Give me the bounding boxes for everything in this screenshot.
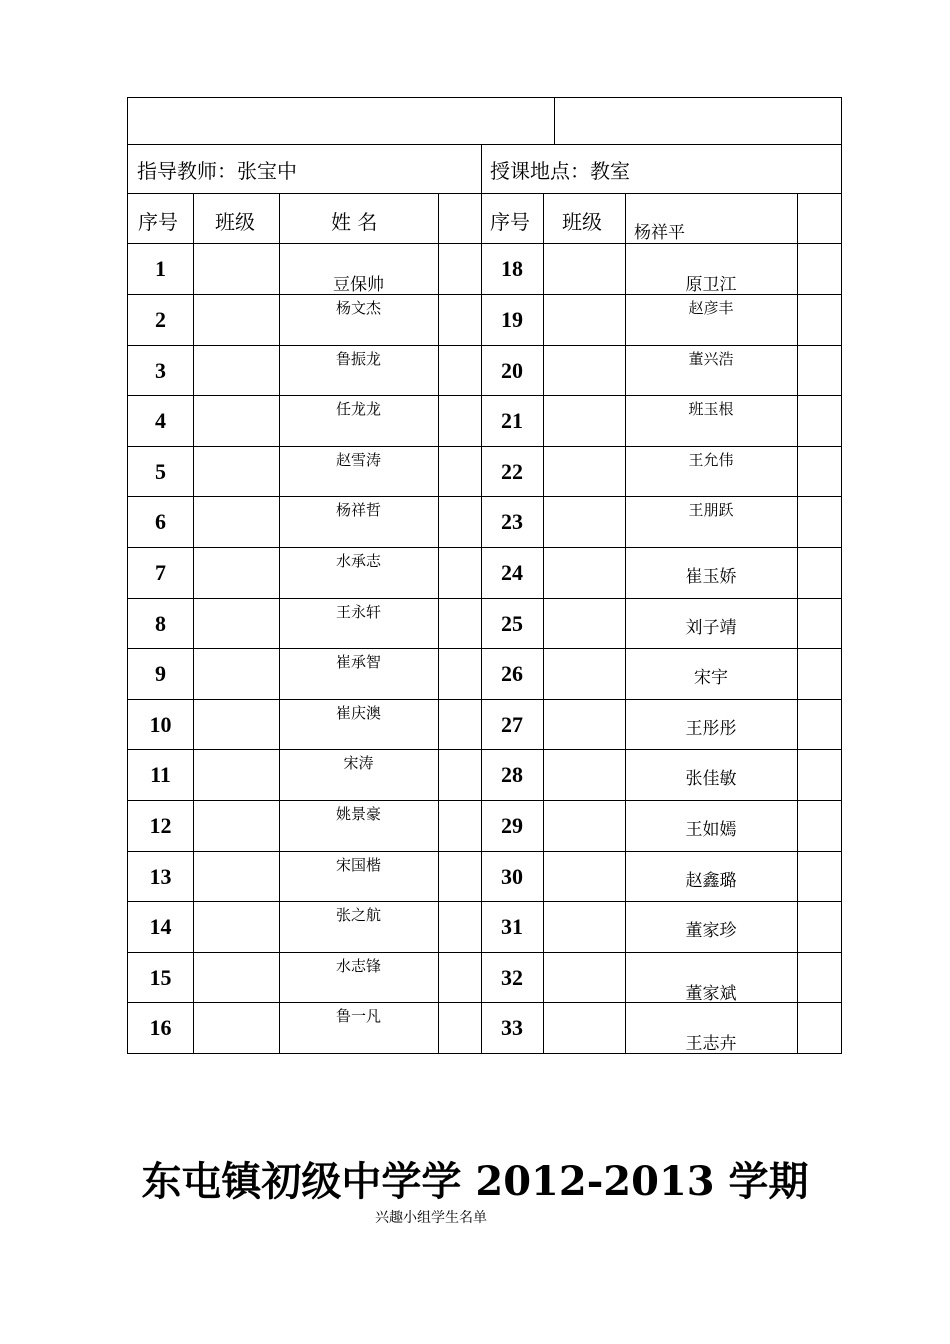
- seq-number: 7: [155, 559, 166, 585]
- seq-number: 5: [155, 458, 166, 484]
- table-row: [127, 852, 842, 903]
- table-row: [127, 801, 842, 852]
- table-row: [127, 750, 842, 801]
- student-name: 豆保帅: [333, 275, 384, 295]
- student-name: 任龙龙: [335, 400, 381, 419]
- location-label: 授课地点：教室: [490, 159, 630, 183]
- student-name: 王彤彤: [685, 718, 737, 739]
- table-row: [127, 599, 842, 650]
- seq-number: 1: [155, 256, 166, 281]
- seq-number: 21: [501, 408, 523, 434]
- seq-number: 13: [149, 863, 172, 889]
- student-name: 董家斌: [685, 983, 737, 1004]
- seq-number: 4: [155, 408, 166, 434]
- blank-title-row: [127, 97, 842, 145]
- student-name: 董家珍: [685, 921, 737, 942]
- seq-number: 22: [501, 458, 523, 484]
- seq-number: 8: [155, 610, 166, 636]
- seq-number: 31: [501, 914, 523, 940]
- table-row: [127, 447, 842, 498]
- student-name: 崔庆澳: [335, 703, 381, 722]
- page-title: 东屯镇初级中学学 2012-2013 学期: [141, 1158, 809, 1205]
- table-row: [127, 700, 842, 751]
- seq-number: 30: [501, 863, 523, 889]
- student-name: 杨文杰: [335, 299, 381, 317]
- seq-number: 23: [501, 509, 523, 535]
- page-subtitle: 兴趣小组学生名单: [375, 1210, 487, 1226]
- seq-number: 32: [501, 964, 523, 990]
- student-name: 班玉根: [688, 400, 734, 419]
- table-row: [127, 295, 842, 346]
- table-row: [127, 902, 842, 953]
- student-name: 王如嫣: [685, 819, 737, 840]
- column-header-row: [127, 194, 842, 244]
- teacher-label: 指导教师：张宝中: [137, 159, 297, 183]
- student-rows: [127, 244, 842, 1054]
- seq-number: 19: [501, 307, 523, 332]
- student-name: 崔承智: [335, 653, 381, 672]
- student-name: 王永轩: [335, 602, 381, 621]
- seq-number: 12: [149, 812, 172, 838]
- student-name: 赵雪涛: [335, 450, 381, 469]
- info-row: [127, 145, 842, 194]
- table-row: [127, 953, 842, 1004]
- student-name: 王志卉: [685, 1034, 737, 1055]
- student-name: 刘子靖: [685, 617, 737, 638]
- seq-number: 3: [155, 357, 166, 383]
- col-name2-header: 杨祥平: [634, 223, 685, 243]
- col-name-header: 姓 名: [331, 210, 378, 234]
- table-row: [127, 548, 842, 599]
- student-name: 董兴浩: [688, 349, 734, 368]
- seq-number: 26: [501, 661, 523, 687]
- seq-number: 16: [149, 1015, 172, 1041]
- table-row: [127, 497, 842, 548]
- student-name: 崔玉娇: [685, 566, 737, 587]
- seq-number: 10: [149, 711, 172, 737]
- seq-number: 24: [501, 559, 523, 585]
- table-row: [127, 244, 842, 295]
- col-seq-header: 序号: [138, 210, 178, 234]
- student-name: 鲁振龙: [335, 349, 381, 368]
- col-seq2-header: 序号: [490, 210, 530, 234]
- student-name: 张之航: [335, 906, 381, 925]
- student-name: 鲁一凡: [335, 1007, 381, 1026]
- seq-number: 25: [501, 610, 523, 636]
- seq-number: 9: [155, 661, 166, 687]
- seq-number: 14: [149, 914, 172, 940]
- col-class2-header: 班级: [562, 210, 602, 234]
- student-name: 宋涛: [343, 754, 374, 773]
- seq-number: 28: [501, 762, 523, 788]
- student-name: 宋宇: [694, 668, 728, 689]
- student-name: 赵鑫璐: [685, 870, 737, 891]
- table-row: [127, 396, 842, 447]
- student-name: 张佳敏: [685, 769, 737, 790]
- roster-table: [127, 97, 842, 1054]
- seq-number: 29: [501, 812, 523, 838]
- table-row: [127, 1003, 842, 1054]
- seq-number: 20: [501, 357, 523, 383]
- student-name: 赵彦丰: [688, 299, 734, 317]
- student-name: 姚景豪: [335, 804, 381, 823]
- student-name: 水承志: [335, 551, 381, 570]
- seq-number: 33: [501, 1015, 523, 1041]
- student-name: 王朋跃: [688, 501, 734, 520]
- seq-number: 2: [155, 307, 166, 332]
- table-row: [127, 346, 842, 397]
- student-name: 王允伟: [688, 450, 734, 469]
- student-name: 原卫江: [685, 275, 737, 295]
- student-name: 杨祥哲: [335, 501, 381, 520]
- seq-number: 6: [155, 509, 166, 535]
- seq-number: 11: [150, 762, 171, 788]
- table-row: [127, 649, 842, 700]
- seq-number: 15: [149, 964, 172, 990]
- student-name: 宋国楷: [335, 855, 381, 874]
- col-class-header: 班级: [215, 210, 255, 234]
- student-name: 水志锋: [335, 956, 381, 975]
- seq-number: 18: [501, 256, 523, 281]
- seq-number: 27: [501, 711, 523, 737]
